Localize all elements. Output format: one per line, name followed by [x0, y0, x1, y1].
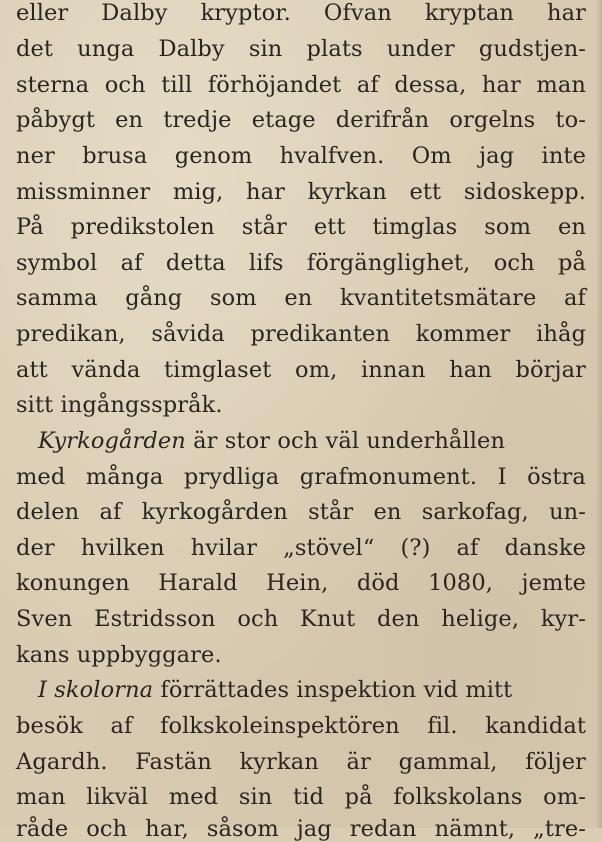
- word: kvantitetsmätare: [340, 285, 537, 311]
- word: brusa: [82, 143, 148, 169]
- word: samma: [16, 285, 98, 311]
- word: inte: [541, 143, 586, 169]
- text-line-14: [16, 466, 586, 489]
- word: en: [557, 214, 586, 240]
- word: lifs: [248, 250, 284, 276]
- word: predikstolen: [70, 214, 215, 240]
- text-line-1: [16, 2, 586, 25]
- text-line-11: [16, 359, 586, 382]
- word: Om: [411, 143, 452, 169]
- word: dessa,: [394, 72, 467, 98]
- word: timglaset: [164, 357, 272, 383]
- word: jag: [296, 816, 332, 842]
- word: mig,: [172, 179, 224, 205]
- text-line-9: [16, 287, 586, 310]
- word: tredje: [163, 107, 232, 133]
- word: som: [484, 214, 532, 240]
- word: Fastän: [135, 749, 212, 775]
- word: och: [237, 606, 279, 632]
- word: derifrån: [335, 107, 430, 133]
- word: af: [99, 499, 122, 525]
- word: och: [86, 816, 128, 842]
- word: Agardh.: [16, 749, 108, 775]
- word: kyrkan: [307, 179, 387, 205]
- word: unga: [77, 36, 135, 62]
- word: konungen: [16, 570, 130, 596]
- word: (?): [400, 535, 431, 561]
- word: råde: [16, 816, 69, 842]
- word: symbol: [16, 250, 98, 276]
- word: likväl: [86, 784, 149, 810]
- word: sterna: [16, 72, 90, 98]
- text-line-24: [16, 818, 586, 841]
- word: hvilar: [190, 535, 258, 561]
- word: har,: [145, 816, 189, 842]
- word: af: [110, 713, 133, 739]
- word: förhöjandet: [207, 72, 342, 98]
- text-line-8: [16, 252, 586, 275]
- word: ett: [313, 214, 346, 240]
- word: och: [104, 72, 146, 98]
- word: kryptor.: [200, 0, 291, 26]
- word: har: [481, 72, 521, 98]
- word: och: [493, 250, 535, 276]
- word: kandidat: [485, 713, 586, 739]
- word: grafmonument.: [299, 464, 478, 490]
- text-line-17: [16, 572, 586, 595]
- word: redan: [349, 816, 417, 842]
- word: folkskolans: [393, 784, 523, 810]
- word: på: [557, 250, 586, 276]
- word: kyr-: [540, 606, 586, 632]
- word: vända: [71, 357, 141, 383]
- word: att: [16, 357, 48, 383]
- word: „stövel“: [283, 535, 375, 561]
- word: Harald: [158, 570, 238, 596]
- word: ihåg: [536, 321, 586, 347]
- word: hvalfven.: [279, 143, 385, 169]
- word: död: [356, 570, 400, 596]
- text-line-6: [16, 181, 586, 204]
- word: I: [497, 464, 507, 490]
- word: af: [356, 72, 379, 98]
- word: genom: [174, 143, 253, 169]
- italic-heading-skolorna: I skolorna: [38, 677, 154, 703]
- word: med: [16, 464, 66, 490]
- text-line-5: [16, 145, 586, 168]
- text-line-23: [16, 786, 586, 809]
- word: „tre-: [533, 816, 586, 842]
- word: detta: [165, 250, 226, 276]
- text-line-21: [16, 715, 586, 738]
- word: prydliga: [183, 464, 280, 490]
- text-line-13-rest: är stor och väl underhållen: [185, 428, 506, 454]
- word: står: [241, 214, 287, 240]
- word: eller: [16, 0, 69, 26]
- word: sin: [248, 36, 283, 62]
- text-line-15: [16, 501, 586, 524]
- word: en: [284, 285, 313, 311]
- text-line-4: [16, 109, 586, 132]
- page-edge-shadow: [596, 0, 602, 828]
- text-line-13: [38, 430, 505, 453]
- text-line-2: [16, 38, 586, 61]
- word: plats: [306, 36, 363, 62]
- word: många: [85, 464, 164, 490]
- word: har: [547, 0, 586, 26]
- word: som: [209, 285, 257, 311]
- word: sin: [238, 784, 273, 810]
- word: kommer: [415, 321, 511, 347]
- word: Knut: [300, 606, 356, 632]
- word: danske: [504, 535, 586, 561]
- word: en: [373, 499, 402, 525]
- word: besök: [16, 713, 83, 739]
- italic-heading-kyrkogarden: Kyrkogården: [38, 428, 186, 454]
- word: un-: [549, 499, 586, 525]
- word: är: [346, 749, 371, 775]
- word: såsom: [206, 816, 279, 842]
- word: delen: [16, 499, 80, 525]
- word: missminner: [16, 179, 151, 205]
- word: hvilken: [80, 535, 165, 561]
- word: börjar: [515, 357, 586, 383]
- word: han: [449, 357, 492, 383]
- word: om,: [295, 357, 338, 383]
- text-line-10: [16, 323, 586, 346]
- word: sarkofag,: [421, 499, 529, 525]
- text-line-18: [16, 608, 586, 631]
- word: jemte: [521, 570, 586, 596]
- word: står: [308, 499, 354, 525]
- word: med: [168, 784, 219, 810]
- text-line-7: [16, 216, 586, 239]
- word: folkskoleinspektören: [160, 713, 400, 739]
- word: etage: [251, 107, 316, 133]
- word: På: [16, 214, 44, 240]
- word: Sven: [16, 606, 73, 632]
- word: kryptan: [424, 0, 514, 26]
- word: ett: [409, 179, 442, 205]
- word: till: [161, 72, 193, 98]
- text-line-16: [16, 537, 586, 560]
- word: helige,: [441, 606, 520, 632]
- text-line-19: kans uppbyggare.: [16, 642, 222, 668]
- word: Hein,: [266, 570, 329, 596]
- word: man: [16, 784, 66, 810]
- word: der: [16, 535, 55, 561]
- word: ner: [16, 143, 55, 169]
- word: en: [115, 107, 144, 133]
- word: Dalby: [158, 36, 225, 62]
- word: har: [246, 179, 285, 205]
- text-line-20-rest: förrättades inspektion vid mitt: [153, 677, 513, 703]
- word: kyrkan: [239, 749, 319, 775]
- text-line-12: sitt ingångsspråk.: [16, 392, 223, 418]
- word: om-: [543, 784, 586, 810]
- text-line-22: [16, 751, 586, 774]
- word: innan: [360, 357, 426, 383]
- word: jag: [479, 143, 515, 169]
- text-line-20: [38, 679, 512, 702]
- word: Dalby: [101, 0, 168, 26]
- word: under: [386, 36, 455, 62]
- word: to-: [555, 107, 586, 133]
- word: östra: [527, 464, 586, 490]
- word: såvida: [151, 321, 225, 347]
- word: förgänglighet,: [306, 250, 471, 276]
- word: gång: [125, 285, 183, 311]
- word: det: [16, 36, 54, 62]
- word: följer: [525, 749, 586, 775]
- word: påbygt: [16, 107, 95, 133]
- word: gudstjen-: [478, 36, 586, 62]
- word: timglas: [372, 214, 458, 240]
- word: Estridsson: [94, 606, 216, 632]
- word: af: [120, 250, 143, 276]
- word: fil.: [427, 713, 458, 739]
- word: predikanten: [250, 321, 391, 347]
- word: den: [377, 606, 420, 632]
- word: orgelns: [449, 107, 536, 133]
- word: af: [456, 535, 479, 561]
- word: man: [536, 72, 586, 98]
- word: predikan,: [16, 321, 126, 347]
- word: gammal,: [398, 749, 498, 775]
- word: tid: [293, 784, 324, 810]
- text-line-3: [16, 74, 586, 97]
- word: Ofvan: [323, 0, 392, 26]
- word: 1080,: [428, 570, 493, 596]
- word: sidoskepp.: [463, 179, 586, 205]
- word: af: [564, 285, 586, 311]
- word: på: [344, 784, 373, 810]
- word: kyrkogården: [141, 499, 288, 525]
- word: nämnt,: [434, 816, 516, 842]
